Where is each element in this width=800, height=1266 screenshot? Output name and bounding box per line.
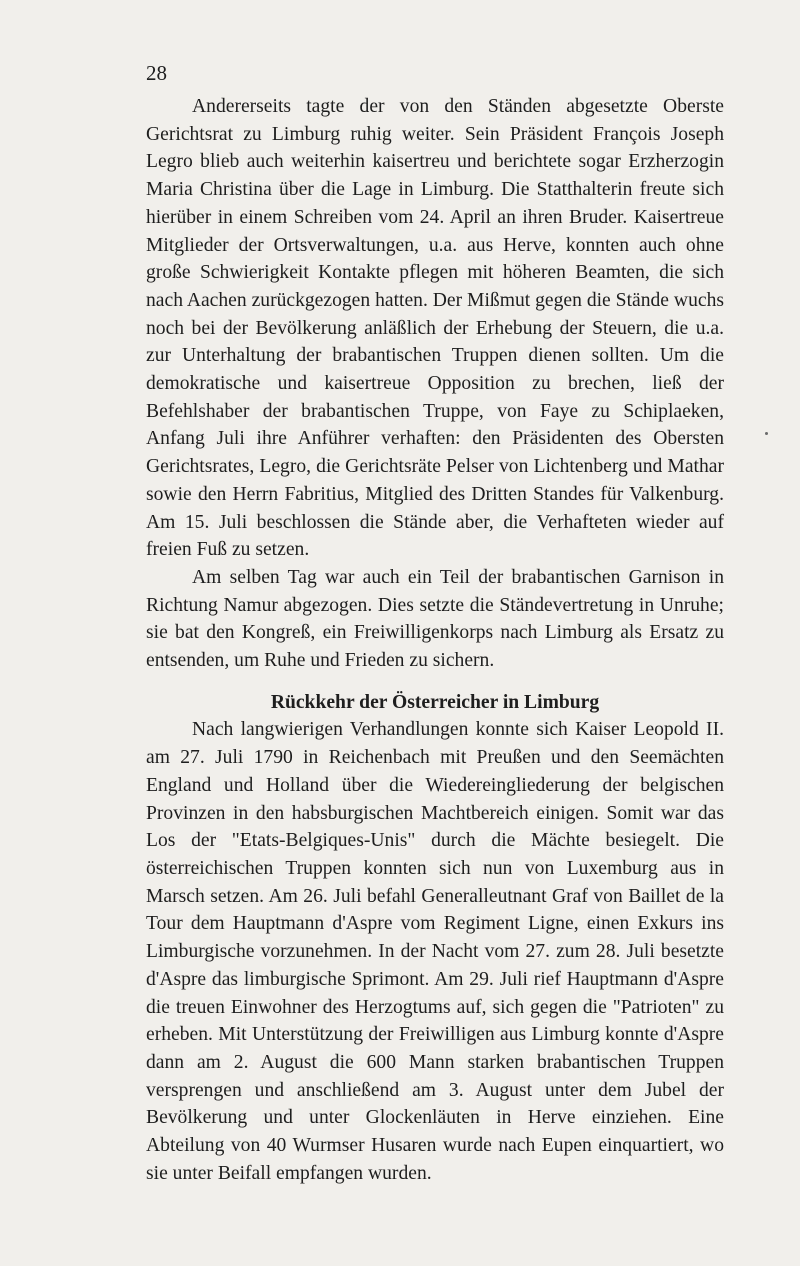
paragraph-3: Nach langwierigen Verhandlungen konnte sich Kaiser Leopold II. am 27. Juli 1790 in Reichenbach mit Preußen und den Seemächten England und Holland über die Wiedereingliederung der belgischen Provinzen in den habsburgischen Machtbereich einigen. Somit war das Los der "Etats-Belgiques-Unis" durch die Mächte besiegelt. Die österreichischen Truppen konnten sich nun von Luxemburg aus in Marsch setzen. Am 26. Juli befahl Generalleutnant Graf von Baillet de la Tour dem Hauptmann d'Aspre vom Regiment Ligne, einen Exkurs ins Limburgische vorzunehmen. In der Nacht vom 27. zum 28. Juli besetzte d'Aspre das limburgische Sprimont. Am 29. Juli rief Hauptmann d'Aspre die treuen Einwohner des Herzogtums auf, sich gegen die "Patrioten" zu erheben. Mit Unterstützung der Freiwilligen aus Limburg konnte d'Aspre dann am 2. August die 600 Mann starken brabantischen Truppen versprengen und anschließend am 3. August unter dem Jubel der Bevölkerung und unter Glockenläuten in Herve einziehen. Eine Abteilung von 40 Wurmser Husaren wurde nach Eupen einquartiert, wo sie unter Beifall empfangen wurden.: [146, 719, 724, 1184]
body-text: [146, 93, 724, 1187]
section-heading: Rückkehr der Österreicher in Limburg: [270, 691, 600, 713]
paragraph-1: Andererseits tagte der von den Ständen abgesetzte Oberste Gerichtsrat zu Limburg ruhig weiter. Sein Präsident François Joseph Legro blieb auch weiterhin kaisertreu und berichtete sogar Erzherzogin Maria Christina über die Lage in Limburg. Die Statthalterin freute sich hierüber in einem Schreiben vom 24. April an ihren Bruder. Kaisertreue Mitglieder der Ortsverwaltungen, u.a. aus Herve, konnten auch ohne große Schwierigkeit Kontakte pflegen mit höheren Beamten, die sich nach Aachen zurückgezogen hatten. Der Mißmut gegen die Stände wuchs noch bei der Bevölkerung anläßlich der Erhebung der Steuern, die u.a. zur Unterhaltung der brabantischen Truppen dienen sollten. Um die demokratische und kaisertreue Opposition zu brechen, ließ der Befehlshaber der brabantischen Truppe, von Faye zu Schiplaeken, Anfang Juli ihre Anführer verhaften: den Präsidenten des Obersten Gerichtsrates, Legro, die Gerichtsräte Pelser von Lichtenberg und Mathar sowie den Herrn Fabritius, Mitglied des Dritten Standes für Valkenburg. Am 15. Juli beschlossen die Stände aber, die Verhafteten wieder auf freien Fuß zu setzen.: [146, 96, 724, 561]
paragraph-2: Am selben Tag war auch ein Teil der brabantischen Garnison in Richtung Namur abgezogen. Dies setzte die Ständevertretung in Unruhe; sie bat den Kongreß, ein Freiwilligenkorps nach Limburg als Ersatz zu entsenden, um Ruhe und Frieden zu sichern.: [146, 566, 724, 672]
paper-speck: [765, 432, 768, 435]
page-number: 28: [146, 61, 167, 85]
